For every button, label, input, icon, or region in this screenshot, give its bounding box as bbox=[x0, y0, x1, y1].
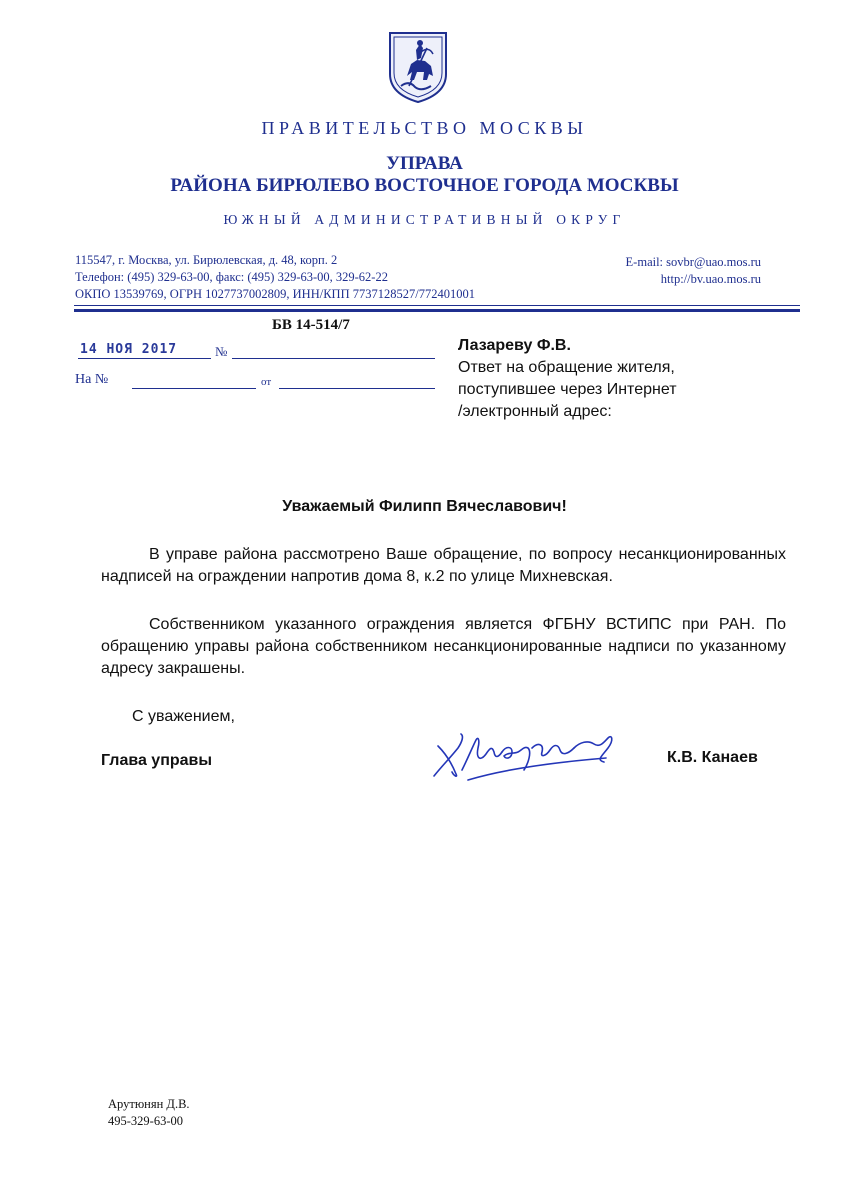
postal-address: 115547, г. Москва, ул. Бирюлевская, д. 48, корп. 2 bbox=[75, 253, 338, 267]
government-title: ПРАВИТЕЛЬСТВО МОСКВЫ bbox=[261, 118, 588, 138]
executor-phone: 495-329-63-00 bbox=[108, 1114, 183, 1128]
addressee-name: Лазареву Ф.В. bbox=[458, 337, 571, 354]
closing-regards: С уважением, bbox=[132, 708, 235, 725]
moscow-coat-of-arms-icon bbox=[387, 30, 449, 104]
executor-name: Арутюнян Д.В. bbox=[108, 1097, 190, 1111]
header-divider-thick bbox=[74, 309, 800, 312]
reference-date-line bbox=[279, 374, 435, 389]
number-label: № bbox=[215, 344, 228, 359]
contact-details-left bbox=[75, 252, 475, 303]
subject-line-3: /электронный адрес: bbox=[458, 403, 612, 420]
body-paragraph-1: В управе района рассмотрено Ваше обращение, по вопросу несанкционированных надписей на ограждении напротив дома 8, к.2 по улице Михневская. bbox=[101, 546, 786, 585]
reference-date-label: от bbox=[261, 376, 272, 388]
handwritten-signature-icon bbox=[428, 718, 623, 790]
phone-fax: Телефон: (495) 329-63-00, факс: (495) 329-63-00, 329-62-22 bbox=[75, 270, 388, 284]
registry-codes: ОКПО 13539769, ОГРН 1027737002809, ИНН/КПП 7737128527/772401001 bbox=[75, 287, 475, 301]
subject-line-2: поступившее через Интернет bbox=[458, 381, 677, 398]
org-title-line-1: УПРАВА bbox=[386, 153, 463, 174]
signer-name: К.В. Канаев bbox=[667, 749, 758, 766]
reference-number-line bbox=[132, 374, 256, 389]
date-stamp: 14 НОЯ 2017 bbox=[80, 342, 178, 357]
number-field-line bbox=[232, 344, 435, 359]
signer-title: Глава управы bbox=[101, 752, 213, 769]
email-address: E-mail: sovbr@uao.mos.ru bbox=[625, 255, 761, 269]
header-divider-thin bbox=[74, 305, 800, 306]
website-url: http://bv.uao.mos.ru bbox=[660, 272, 761, 286]
body-paragraph-2: Собственником указанного ограждения является ФГБНУ ВСТИПС при РАН. По обращению управы района собственником несанкционированные надписи по указанному адресу закрашены. bbox=[101, 616, 786, 677]
district-title: ЮЖНЫЙ АДМИНИСТРАТИВНЫЙ ОКРУГ bbox=[223, 212, 626, 227]
executor-info bbox=[108, 1096, 190, 1130]
salutation: Уважаемый Филипп Вячеславович! bbox=[282, 498, 567, 515]
org-title-line-2: РАЙОНА БИРЮЛЕВО ВОСТОЧНОЕ ГОРОДА МОСКВЫ bbox=[170, 175, 679, 196]
document-number: БВ 14-514/7 bbox=[272, 317, 350, 333]
contact-details-right bbox=[626, 254, 761, 288]
reference-number-label: На № bbox=[75, 372, 109, 387]
subject-block bbox=[458, 357, 677, 423]
subject-line-1: Ответ на обращение жителя, bbox=[458, 359, 675, 376]
